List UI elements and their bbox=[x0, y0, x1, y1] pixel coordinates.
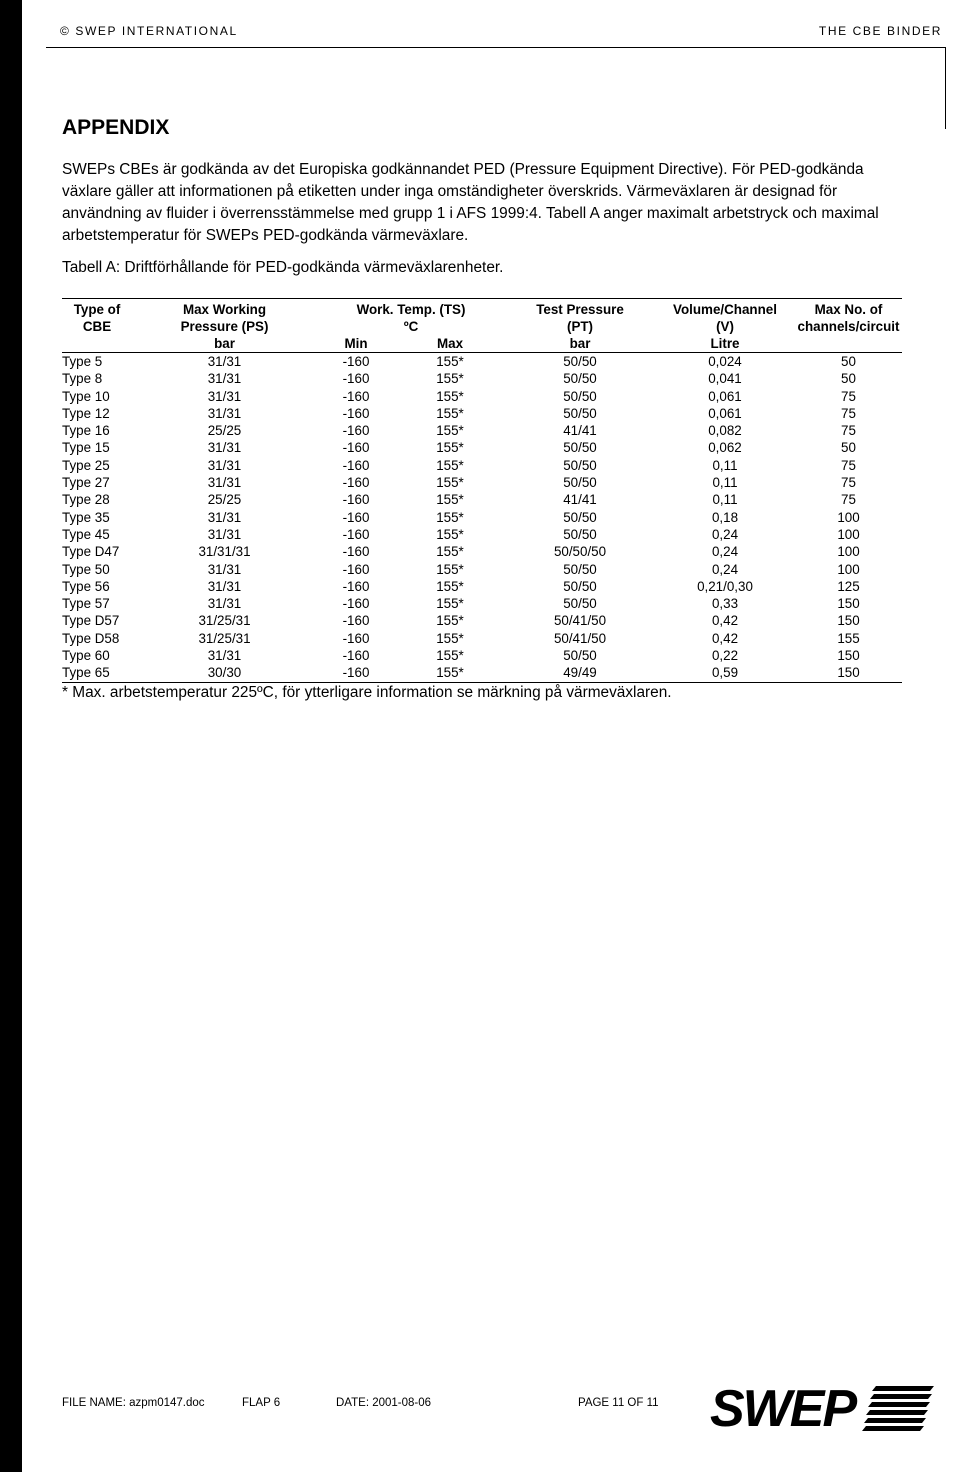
table-cell: -160 bbox=[342, 561, 370, 577]
table-cell: 75 bbox=[841, 423, 856, 439]
table-row bbox=[62, 388, 902, 405]
table-cell: 0,24 bbox=[711, 544, 739, 560]
table-cell: 155* bbox=[436, 544, 464, 560]
table-cell: 31/31 bbox=[207, 457, 242, 473]
table-cell: 30/30 bbox=[132, 664, 317, 682]
page-title: APPENDIX bbox=[62, 116, 170, 139]
table-cell: 0,082 bbox=[708, 423, 742, 439]
table-cell: 75 bbox=[841, 405, 856, 421]
col-header-temp: Work. Temp. (TS) bbox=[317, 299, 505, 319]
table-cell: Type 28 bbox=[62, 492, 110, 508]
table-cell: 100 bbox=[837, 544, 860, 560]
table-cell: 0,061 bbox=[708, 388, 742, 404]
table-cell: 0,18 bbox=[711, 509, 739, 525]
table-cell: 31/31 bbox=[207, 354, 242, 369]
table-cell: 50/50 bbox=[563, 578, 597, 594]
table-cell: 0,024 bbox=[708, 354, 742, 369]
header-row-3 bbox=[62, 335, 902, 353]
table-cell: 75 bbox=[841, 475, 856, 491]
table-caption: Tabell A: Driftförhållande för PED-godkända värmeväxlarenheter. bbox=[62, 259, 504, 276]
table-cell: Type 57 bbox=[62, 596, 110, 612]
table-row bbox=[62, 664, 902, 682]
col-unit-max: Max bbox=[395, 335, 505, 353]
table-cell: 50/50 bbox=[563, 475, 597, 491]
col-header-channels: Max No. of bbox=[795, 299, 902, 319]
table-cell: 31/31 bbox=[207, 388, 242, 404]
table-cell: -160 bbox=[342, 544, 370, 560]
table-cell: 25/25 bbox=[207, 423, 242, 439]
table-cell: 31/25/31 bbox=[198, 613, 251, 629]
table-cell: -160 bbox=[342, 630, 370, 646]
table-cell: 50/50 bbox=[563, 596, 597, 612]
footer-date: DATE: 2001-08-06 bbox=[336, 1397, 432, 1409]
table-cell: Type 15 bbox=[62, 440, 110, 456]
table-cell: -160 bbox=[342, 354, 370, 369]
header-rule bbox=[46, 47, 946, 48]
table-cell: 50/50 bbox=[563, 457, 597, 473]
col-header-pressure-2: Pressure (PS) bbox=[180, 319, 269, 334]
header-vertical-rule bbox=[945, 47, 946, 129]
table-cell: 31/31/31 bbox=[198, 544, 251, 560]
col-unit-test-pressure: bar bbox=[505, 335, 655, 353]
table-cell: Type D57 bbox=[62, 613, 120, 629]
table-cell: 25/25 bbox=[207, 492, 242, 508]
table-cell: 0,22 bbox=[711, 648, 739, 664]
col-header-type: Type of bbox=[62, 299, 132, 319]
table-cell: 50/50 bbox=[563, 648, 597, 664]
table-cell: 50 bbox=[841, 354, 856, 369]
table-cell: -160 bbox=[342, 613, 370, 629]
table-cell: 0,061 bbox=[708, 405, 742, 421]
table-cell: 155* bbox=[436, 630, 464, 646]
table-cell: 31/31 bbox=[207, 440, 242, 456]
table-cell: 0,42 bbox=[711, 613, 739, 629]
footer-file-name: FILE NAME: azpm0147.doc bbox=[62, 1397, 205, 1409]
logo-stripes bbox=[862, 1386, 934, 1431]
table-footnote: * Max. arbetstemperatur 225ºC, för ytterligare information se märkning på värmeväxlaren. bbox=[62, 684, 672, 701]
table-cell: 50/50/50 bbox=[553, 544, 607, 560]
table-cell: 0,21/0,30 bbox=[697, 578, 753, 594]
table-cell: 75 bbox=[841, 457, 856, 473]
table-cell: 31/31 bbox=[207, 578, 242, 594]
table-cell: -160 bbox=[342, 423, 370, 439]
table-row bbox=[62, 543, 902, 560]
table-cell: 155* bbox=[436, 440, 464, 456]
table-cell: 155* bbox=[436, 405, 464, 421]
table-cell: 31/31 bbox=[207, 475, 242, 491]
table-cell: 0,42 bbox=[711, 630, 739, 646]
table-row bbox=[62, 595, 902, 612]
col-header-volume-2: (V) bbox=[716, 319, 734, 334]
table-cell: -160 bbox=[342, 371, 370, 387]
header-copyright: © SWEP INTERNATIONAL bbox=[60, 24, 238, 38]
table-row bbox=[62, 491, 902, 508]
table-cell: Type 65 bbox=[62, 664, 132, 682]
table-cell: 50 bbox=[841, 440, 856, 456]
table-cell: Type D47 bbox=[62, 544, 120, 560]
table-cell: 0,11 bbox=[712, 492, 738, 508]
table-cell: 75 bbox=[841, 492, 856, 508]
table-cell: 0,24 bbox=[711, 526, 739, 542]
table-cell: 31/31 bbox=[207, 596, 242, 612]
col-header-type-3 bbox=[62, 335, 132, 353]
table-cell: 155* bbox=[436, 561, 464, 577]
table-cell: 50/50 bbox=[563, 405, 597, 421]
table-cell: 155* bbox=[436, 354, 464, 369]
table-cell: 150 bbox=[837, 613, 860, 629]
table-cell: 0,59 bbox=[655, 664, 795, 682]
table-cell: 155* bbox=[436, 371, 464, 387]
table-row bbox=[62, 630, 902, 647]
table-row bbox=[62, 474, 902, 491]
table-cell: 50/50 bbox=[563, 561, 597, 577]
table-cell: Type 60 bbox=[62, 648, 110, 664]
table-cell: 50/50 bbox=[563, 371, 597, 387]
table-cell: Type 5 bbox=[62, 354, 103, 369]
col-header-test-pressure-2: (PT) bbox=[566, 319, 594, 334]
table-cell: 0,11 bbox=[712, 457, 738, 473]
table-cell: 75 bbox=[841, 388, 856, 404]
table-cell: -160 bbox=[342, 475, 370, 491]
table-cell: 0,041 bbox=[708, 371, 742, 387]
table-cell: 50/50 bbox=[563, 354, 597, 369]
table-row bbox=[62, 509, 902, 526]
table-cell: 100 bbox=[837, 509, 860, 525]
table-cell: 41/41 bbox=[563, 492, 597, 508]
footer-page-number: PAGE 11 OF 11 bbox=[578, 1397, 659, 1409]
table-cell: Type 45 bbox=[62, 526, 110, 542]
col-header-temp-unit: ºC bbox=[403, 319, 419, 334]
table-row bbox=[62, 405, 902, 422]
table-cell: 150 bbox=[837, 596, 860, 612]
table-cell: 0,11 bbox=[712, 475, 738, 491]
table-row bbox=[62, 578, 902, 595]
table-cell: -160 bbox=[342, 492, 370, 508]
table-cell: 155* bbox=[436, 596, 464, 612]
table-cell: 100 bbox=[837, 526, 860, 542]
table-cell: -160 bbox=[342, 578, 370, 594]
table-cell: Type 35 bbox=[62, 509, 110, 525]
col-header-volume: Volume/Channel bbox=[655, 299, 795, 319]
table-row bbox=[62, 612, 902, 629]
table-row bbox=[62, 422, 902, 439]
table-cell: 155* bbox=[436, 526, 464, 542]
table-row bbox=[62, 561, 902, 578]
swep-logo bbox=[708, 1382, 936, 1434]
table-cell: Type 25 bbox=[62, 457, 110, 473]
table-cell: -160 bbox=[342, 388, 370, 404]
table-cell: 100 bbox=[837, 561, 860, 577]
col-unit-volume: Litre bbox=[655, 335, 795, 353]
header-row-2 bbox=[62, 318, 902, 335]
table-cell: -160 bbox=[342, 596, 370, 612]
table-row bbox=[62, 353, 902, 371]
table-cell: 0,33 bbox=[711, 596, 739, 612]
table-cell: -160 bbox=[342, 440, 370, 456]
table-cell: -160 bbox=[342, 457, 370, 473]
col-header-type-2: CBE bbox=[82, 319, 112, 334]
table-cell: 155* bbox=[436, 423, 464, 439]
table-cell: -160 bbox=[342, 648, 370, 664]
table-cell: 0,062 bbox=[708, 440, 742, 456]
table-cell: 155* bbox=[395, 664, 505, 682]
left-margin-bar bbox=[0, 0, 22, 1472]
header-binder-title: THE CBE BINDER bbox=[818, 24, 942, 38]
table-cell: Type 50 bbox=[62, 561, 110, 577]
table-cell: Type 8 bbox=[62, 371, 103, 387]
table-cell: 155* bbox=[436, 492, 464, 508]
col-header-channels-2: channels/circuit bbox=[797, 319, 900, 334]
table-cell: 125 bbox=[837, 578, 860, 594]
table-cell: 31/25/31 bbox=[198, 630, 251, 646]
table-cell: -160 bbox=[317, 664, 395, 682]
table-cell: 50/41/50 bbox=[553, 630, 607, 646]
table-cell: 155 bbox=[837, 630, 860, 646]
table-cell: 31/31 bbox=[207, 561, 242, 577]
table-cell: Type 16 bbox=[62, 423, 110, 439]
table-cell: 31/31 bbox=[207, 509, 242, 525]
table-cell: 31/31 bbox=[207, 526, 242, 542]
col-header-test-pressure: Test Pressure bbox=[505, 299, 655, 319]
table-cell: 50 bbox=[841, 371, 856, 387]
col-header-channels-3 bbox=[795, 335, 902, 353]
table-cell: 155* bbox=[436, 613, 464, 629]
table-cell: -160 bbox=[342, 509, 370, 525]
ped-conditions-table bbox=[62, 298, 902, 683]
table-cell: -160 bbox=[342, 405, 370, 421]
table-cell: 155* bbox=[436, 475, 464, 491]
table-cell: 50/50 bbox=[563, 388, 597, 404]
table-cell: 155* bbox=[436, 648, 464, 664]
table-row bbox=[62, 457, 902, 474]
table-row bbox=[62, 370, 902, 387]
table-cell: 0,24 bbox=[711, 561, 739, 577]
footer-flap: FLAP 6 bbox=[242, 1397, 281, 1409]
table-cell: 31/31 bbox=[207, 648, 242, 664]
table-cell: 150 bbox=[837, 648, 860, 664]
table-row bbox=[62, 439, 902, 456]
table-cell: Type 27 bbox=[62, 475, 110, 491]
table-cell: 155* bbox=[436, 388, 464, 404]
col-header-pressure: Max Working bbox=[132, 299, 317, 319]
col-unit-pressure: bar bbox=[132, 335, 317, 353]
table-cell: 50/50 bbox=[563, 440, 597, 456]
table-cell: -160 bbox=[342, 526, 370, 542]
table-cell: 41/41 bbox=[563, 423, 597, 439]
intro-paragraph: SWEPs CBEs är godkända av det Europiska godkännandet PED (Pressure Equipment Directive). För PED-godkända växlare gäller att informationen på etiketten under inga omständigheter överskrids. Värmeväxlaren är designad för användning av fluider i överrensstämmelse med grupp 1 i AFS 1999:4. Tabell A anger maximalt arbetstryck och maximal arbetstemperatur för SWEPs PED-godkända värmeväxlare. bbox=[62, 161, 879, 244]
table-row bbox=[62, 526, 902, 543]
swep-logo-text: SWEP bbox=[710, 1382, 856, 1434]
table-cell: Type 56 bbox=[62, 578, 110, 594]
table-cell: 49/49 bbox=[505, 664, 655, 682]
table-cell: 50/41/50 bbox=[553, 613, 607, 629]
table-cell: 31/31 bbox=[207, 371, 242, 387]
col-unit-min: Min bbox=[317, 335, 395, 353]
table-cell: Type 12 bbox=[62, 405, 110, 421]
table-row bbox=[62, 647, 902, 664]
table-cell: 50/50 bbox=[563, 526, 597, 542]
table-cell: 155* bbox=[436, 509, 464, 525]
header-row-1 bbox=[62, 299, 902, 319]
table-cell: 155* bbox=[436, 578, 464, 594]
table-cell: 31/31 bbox=[207, 405, 242, 421]
table-cell: Type 10 bbox=[62, 388, 110, 404]
table-cell: Type D58 bbox=[62, 630, 120, 646]
table-cell: 155* bbox=[436, 457, 464, 473]
table-cell: 150 bbox=[795, 664, 902, 682]
table-cell: 50/50 bbox=[563, 509, 597, 525]
